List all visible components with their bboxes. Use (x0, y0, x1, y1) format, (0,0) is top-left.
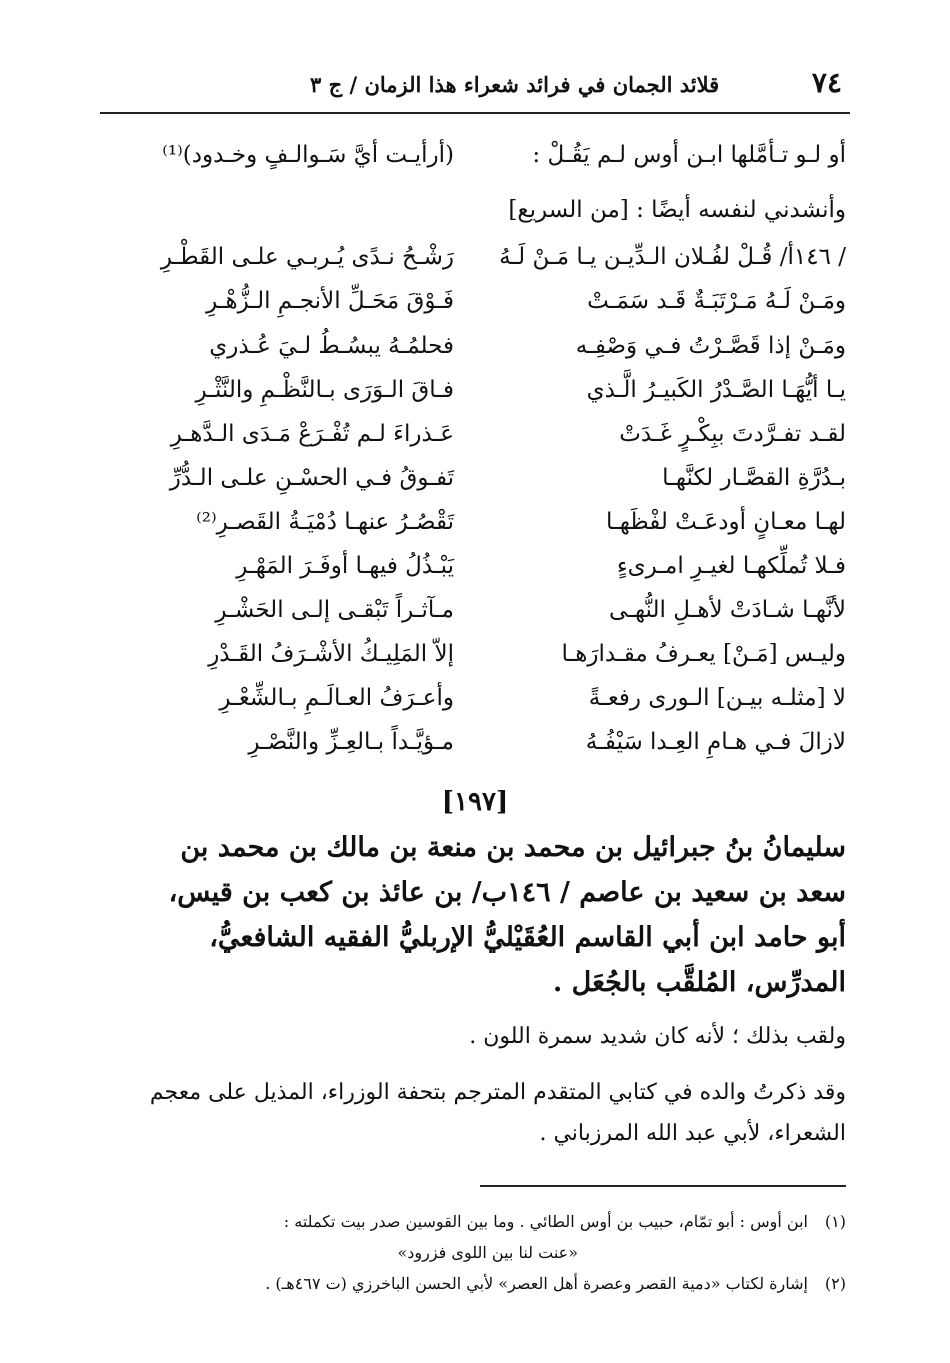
bio-line: المدرِّس، المُلقَّب بالجُعَل . (552, 967, 846, 998)
verse-hemistich-right: أو لـو تـأمَّلها ابـن أوس لـم يَقُـلْ : (532, 142, 846, 168)
bio-line: أبو حامد ابن أبي القاسم العُقَيْليُّ الإربليُّ الفقيه الشافعيُّ، (209, 922, 846, 953)
bio-line: سعد بن سعيد بن عاصم / ١٤٦ب/ بن عائذ بن كعب بن قيس، (168, 877, 846, 908)
body-line: الشعراء، لأبي عبد الله المرزباني . (539, 1121, 846, 1146)
poem-left-line: فحلمُـهُ يبسُـطُ لـيَ عُـذري (209, 333, 454, 359)
poem-left-line: إلاّ المَلِيـكُ الأشْـرَفُ القَـدْرِ (208, 641, 454, 667)
poem-intro: وأنشدني لنفسه أيضًا : [من السريع] (508, 197, 846, 223)
body-line: ولقب بذلك ؛ لأنه كان شديد سمرة اللون . (469, 1024, 846, 1049)
poem-left-line: تَفـوقُ فـي الحسْـنِ علـى الـدُّرِّ (169, 465, 454, 491)
poem-right-line: يـا أيُّهَـا الصَّـدْرُ الكَبيـرُ الَّـذي (586, 377, 846, 403)
poem-left-line: يَبْـذُلُ فيهـا أوفَـرَ المَهْـرِ (236, 553, 454, 579)
poem-left-line: مـؤيَّـداً بـالعِـزِّ والنَّصْـرِ (248, 729, 454, 755)
body-line: وقد ذكرتُ والده في كتابي المتقدم المترجم بتحفة الوزراء، المذيل على معجم (149, 1080, 846, 1105)
poem-left-line: فَـوْقَ مَحَـلِّ الأنجـمِ الـزُّهْـرِ (206, 288, 454, 314)
poem-left-line: رَشْـحُ نـدًى يُـربـي علـى القَطْـرِ (160, 244, 454, 270)
poem-right-line: ومَـنْ إذا قَصَّـرْتُ فـي وَصْفِـه (575, 333, 846, 359)
poem-right-line: لهـا معـانٍ أودعَـتْ لفْظَهـا (606, 509, 846, 535)
poem-right-line: ومَـنْ لَـهُ مَـرْتَبَـةٌ قَـد سَمَـتْ (587, 288, 846, 314)
poem-right-line: وليـس [مَـنْ] يعـرفُ مقـدارَهـا (561, 641, 846, 667)
verse-hemistich-left: (أرأيـت أيَّ سَـوالـفٍ وخـدود)⁽¹⁾ (162, 142, 454, 168)
entry-number: [١٩٧] (441, 787, 509, 817)
page-header (100, 62, 850, 110)
running-title: قلائد الجمان في فرائد شعراء هذا الزمان / ج ٣ (310, 72, 720, 97)
poem-right-line: بـدُرَّةِ القصَّـار لكنَّهـا (662, 465, 846, 491)
poem-right-line: / ١٤٦أ/ قُـلْ لفُـلان الـدِّيـن يـا مَـنْ لَـهُ (499, 244, 846, 270)
footnote-text: ابن أوس : أبو تمّام، حبيب بن أوس الطائي . وما بين القوسين صدر بيت تكملته : (283, 1212, 808, 1231)
footnote-marker: (٢) (824, 1274, 846, 1293)
footnote-text: إشارة لكتاب «دمية القصر وعصرة أهل العصر» لأبي الحسن الباخرزي (ت ٤٦٧هـ) . (265, 1274, 808, 1293)
poem-right-line: لأنَّهـا شـادَتْ لأهـلِ النُّهـى (609, 597, 846, 623)
poem-left-line: مـآثـراً تَبْقـى إلـى الحَشْـرِ (215, 597, 454, 623)
page-number: ٧٤ (811, 66, 842, 99)
poem-right-line: لقـد تفـرَّدتَ ببِكْـرٍ غَـدَتْ (619, 421, 846, 447)
header-rule (100, 112, 850, 114)
poem-left-line: عَـذراءَ لـم تُفْـرَعْ مَـدَى الـدَّهـرِ (170, 421, 454, 447)
poem-right-line: لازالَ فـي هـامِ العِـدا سَيْفُـهُ (585, 729, 846, 755)
footnote-rule (480, 1185, 846, 1187)
poem-right-line: لا [مثلـه بيـن] الـورى رفعـةً (588, 685, 846, 711)
poem-left-line: فـاقَ الـوَرَى بـالنَّظْـمِ والنَّثْـرِ (195, 377, 454, 403)
footnote-marker: (١) (824, 1212, 846, 1231)
bio-line: سليمانُ بنُ جبرائيل بن محمد بن منعة بن مالك بن محمد بن (180, 832, 846, 863)
poem-right-line: فـلا تُملِّكهـا لغيـرِ امـرىءٍ (616, 553, 846, 579)
poem-left-line: تَقْصُـرُ عنهـا دُمْيَـةُ القَصـرِ⁽²⁾ (196, 509, 454, 535)
poem-left-line: وأعـرَفُ العـالَـمِ بـالشِّعْـرِ (219, 685, 454, 711)
footnote-text: «عنت لنا بين اللوى فزرود» (397, 1243, 578, 1262)
